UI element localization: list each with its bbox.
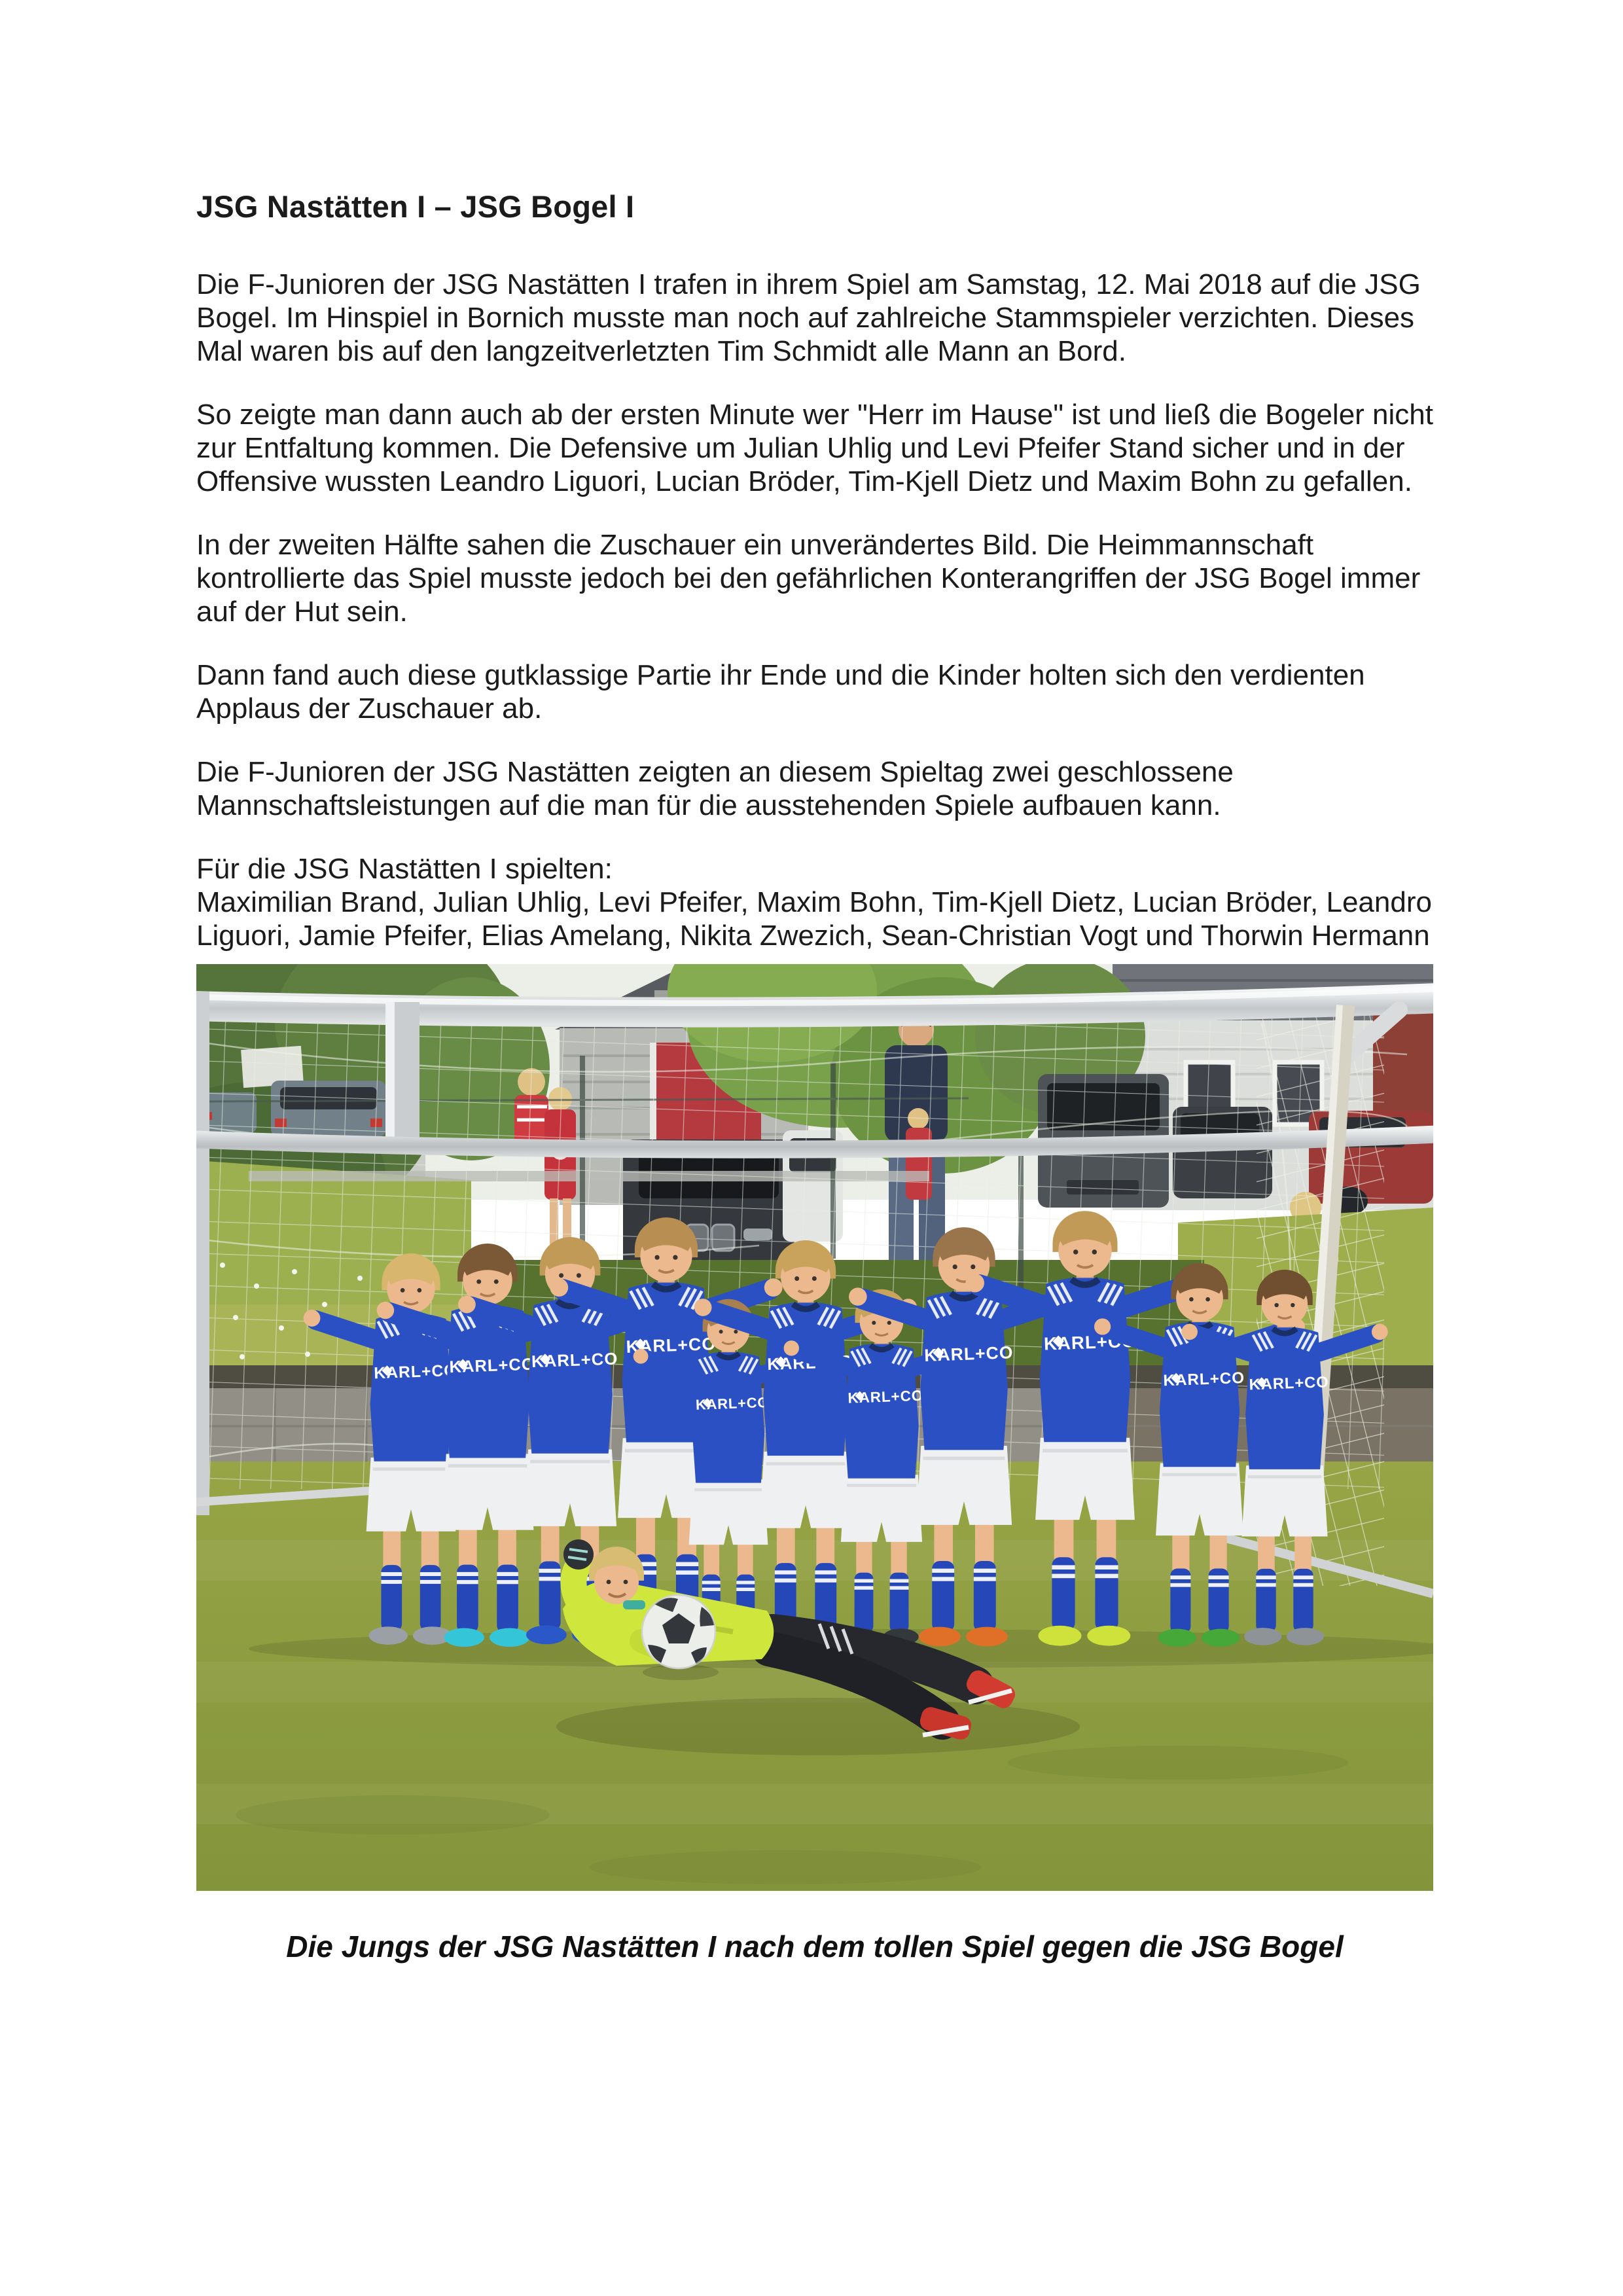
roster-block — [196, 852, 1433, 952]
team-photo — [196, 964, 1433, 1891]
paragraph-ending: Dann fand auch diese gutklassige Partie ihr Ende und die Kinder holten sich den verdienten Applaus der Zuschauer ab. — [196, 659, 1365, 725]
page-title: JSG Nastätten I – JSG Bogel I — [196, 189, 635, 224]
roster-names: Maximilian Brand, Julian Uhlig, Levi Pfeifer, Maxim Bohn, Tim-Kjell Dietz, Lucian Bröder, Leandro Liguori, Jamie Pfeifer, Elias Amelang, Nikita Zwezich, Sean-Christian Vogt und Thorwin Hermann — [196, 886, 1432, 952]
paragraph-first-half: So zeigte man dann auch ab der ersten Minute wer "Herr im Hause" ist und ließ die Bogeler nicht zur Entfaltung kommen. Die Defensive um Julian Uhlig und Levi Pfeifer Stand sicher und in der Offensive wussten Leandro Liguori, Lucian Bröder, Tim-Kjell Dietz und Maxim Bohn zu gefallen. — [196, 399, 1433, 497]
paragraph-intro: Die F-Junioren der JSG Nastätten I trafen in ihrem Spiel am Samstag, 12. Mai 2018 auf die JSG Bogel. Im Hinspiel in Bornich musste man noch auf zahlreiche Stammspieler verzichten. Dieses Mal waren bis auf den langzeitverletzten Tim Schmidt alle Mann an Bord. — [196, 268, 1421, 367]
roster-intro: Für die JSG Nastätten I spielten: — [196, 853, 613, 885]
photo-caption: Die Jungs der JSG Nastätten I nach dem tollen Spiel gegen die JSG Bogel — [286, 1929, 1344, 1964]
paragraph-second-half: In der zweiten Hälfte sahen die Zuschauer ein unverändertes Bild. Die Heimmannschaft kontrollierte das Spiel musste jedoch bei den gefährlichen Konterangriffen der JSG Bogel immer auf der Hut sein. — [196, 529, 1421, 628]
team-photo-svg — [196, 964, 1433, 1891]
paragraph-summary: Die F-Junioren der JSG Nastätten zeigten an diesem Spieltag zwei geschlossene Mannschaftsleistungen auf die man für die ausstehenden Spiele aufbauen kann. — [196, 756, 1234, 821]
soccer-ball — [642, 1595, 719, 1680]
